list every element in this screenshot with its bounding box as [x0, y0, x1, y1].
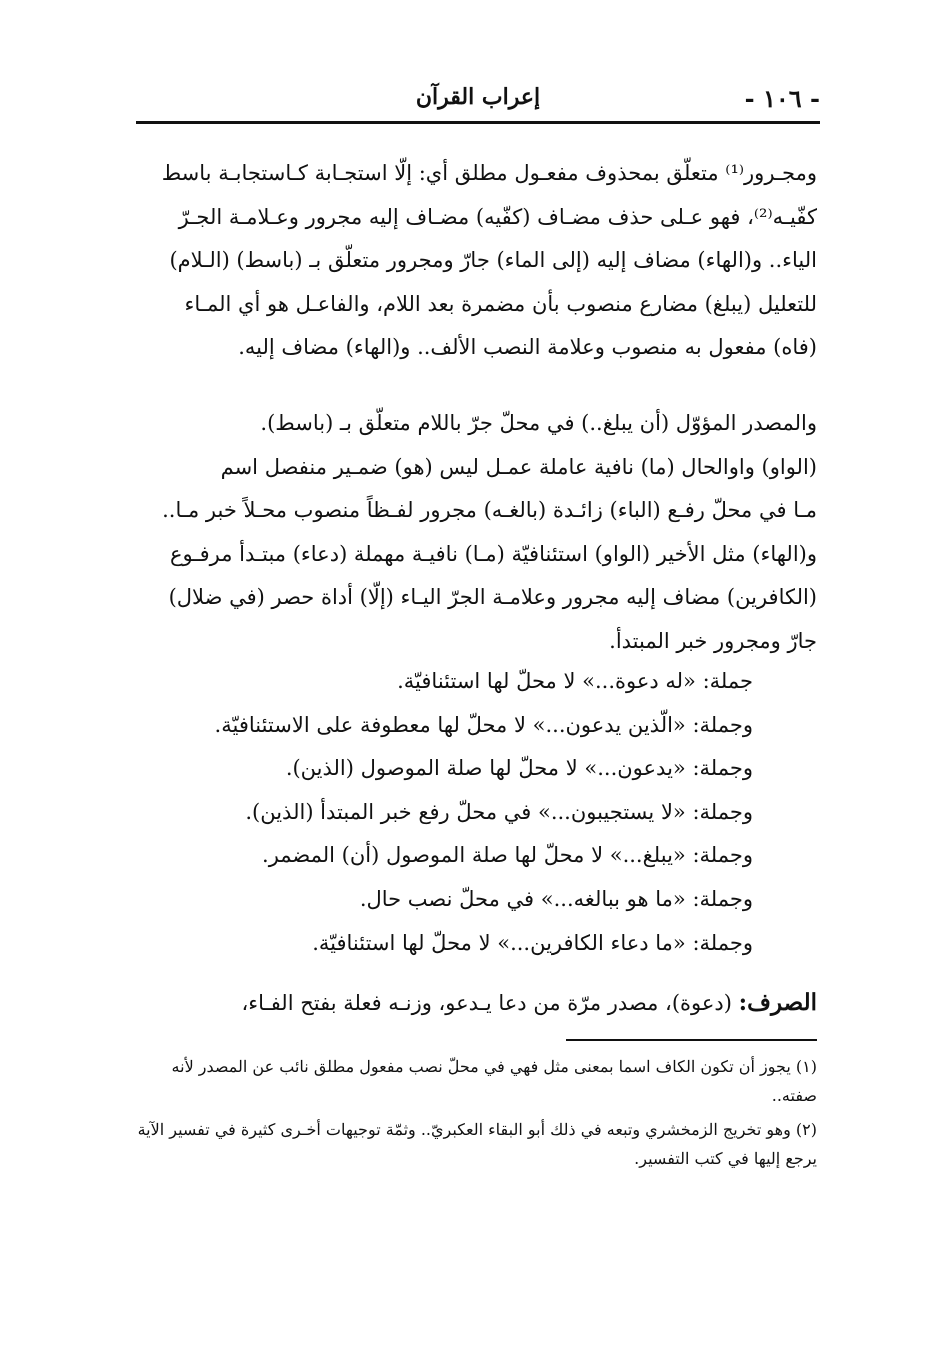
page-number: - ١٠٦ -	[744, 84, 820, 113]
paragraph-line: (الكافرين) مضاف إليه مجرور وعلامـة الجرّ اليـاء (إلّا) أداة حصر (في ضلال)	[168, 585, 817, 610]
paragraph-line: و(الهاء) مثل الأخير (الواو) استئنافيّة (مـا) نافيـة مهملة (دعاء) مبتـدأ مرفـوع	[170, 541, 817, 566]
paragraph-line: مـا في محلّ رفـع (الباء) زائـدة (بالغـه) مجرور لفـظاً منصوب محـلاً خبر مـا..	[162, 498, 817, 523]
paragraph-line: جارّ ومجرور خبر المبتدأ.	[609, 628, 817, 653]
sentence-item: وجملة: «ما هو ببالغه...» في محلّ نصب حال.	[359, 886, 753, 911]
paragraph-line: كفّيـه⁽²⁾، فهو عـلى حذف مضـاف (كفّيه) مضـاف إليه مجرور وعـلامـة الجـرّ	[178, 204, 817, 229]
paragraph-2	[133, 402, 817, 664]
sarf-label: الصرف:	[738, 989, 817, 1016]
footnote-1: (١) يجوز أن تكون الكاف اسما بمعنى مثل فهي في محلّ نصب مفعول مطلق نائب عن المصدر لأنه صفته..	[171, 1057, 817, 1105]
sentence-item: وجملة: «ما دعاء الكافرين...» لا محلّ لها استئنافيّة.	[312, 930, 753, 955]
sarf-text: (دعوة)، مصدر مرّة من دعا يـدعو، وزنـه فعلة بفتح الفـاء،	[241, 991, 739, 1015]
sentence-item: وجملة: «الّذين يدعون...» لا محلّ لها معطوفة على الاستئنافيّة.	[214, 712, 753, 737]
paragraph-line: (الواو) واوالحال (ما) نافية عاملة عمـل ليس (هو) ضمـير منفصل اسم	[220, 454, 817, 479]
footnotes	[136, 1052, 817, 1178]
paragraph-1	[133, 152, 817, 370]
sentence-list	[133, 660, 753, 965]
paragraph-line: للتعليل (يبلغ) مضارع منصوب بأن مضمرة بعد اللام، والفاعـل هو أي المـاء	[184, 291, 817, 316]
running-title: إعراب القرآن	[415, 84, 541, 110]
sentence-item: وجملة: «يبلغ...» لا محلّ لها صلة الموصول (أن) المضمر.	[262, 843, 753, 868]
sentence-item: وجملة: «لا يستجيبون...» في محلّ رفع خبر المبتدأ (الذين).	[245, 799, 753, 824]
footnote-rule	[566, 1039, 817, 1041]
paragraph-line: الياء.. و(الهاء) مضاف إليه (إلى الماء) جارّ ومجرور متعلّق بـ (باسط) (الـلام)	[169, 248, 817, 273]
page-header	[136, 78, 820, 120]
sentence-item: جملة: «له دعوة...» لا محلّ لها استئنافيّة.	[397, 669, 753, 693]
paragraph-line: (فاه) مفعول به منصوب وعلامة النصب الألف.. و(الهاء) مضاف إليه.	[238, 335, 817, 360]
paragraph-line: ومجـرور⁽¹⁾ متعلّق بمحذوف مفعـول مطلق أي: إلّا استجـابة كـاستجابـة باسط	[161, 161, 817, 185]
paragraph-line: والمصدر المؤوّل (أن يبلغ..) في محلّ جرّ باللام متعلّق بـ (باسط).	[260, 411, 817, 435]
sentence-item: وجملة: «يدعون...» لا محلّ لها صلة الموصول (الذين).	[285, 756, 753, 781]
footnote-2: (٢) وهو تخريج الزمخشري وتبعه في ذلك أبو البقاء العكبريّ.. وثمّة توجيهات أخـرى كثيرة في تفسير الآية يرجع إليها في كتب التفسير.	[137, 1120, 817, 1168]
sarf-section	[133, 981, 817, 1025]
header-rule	[136, 121, 820, 124]
